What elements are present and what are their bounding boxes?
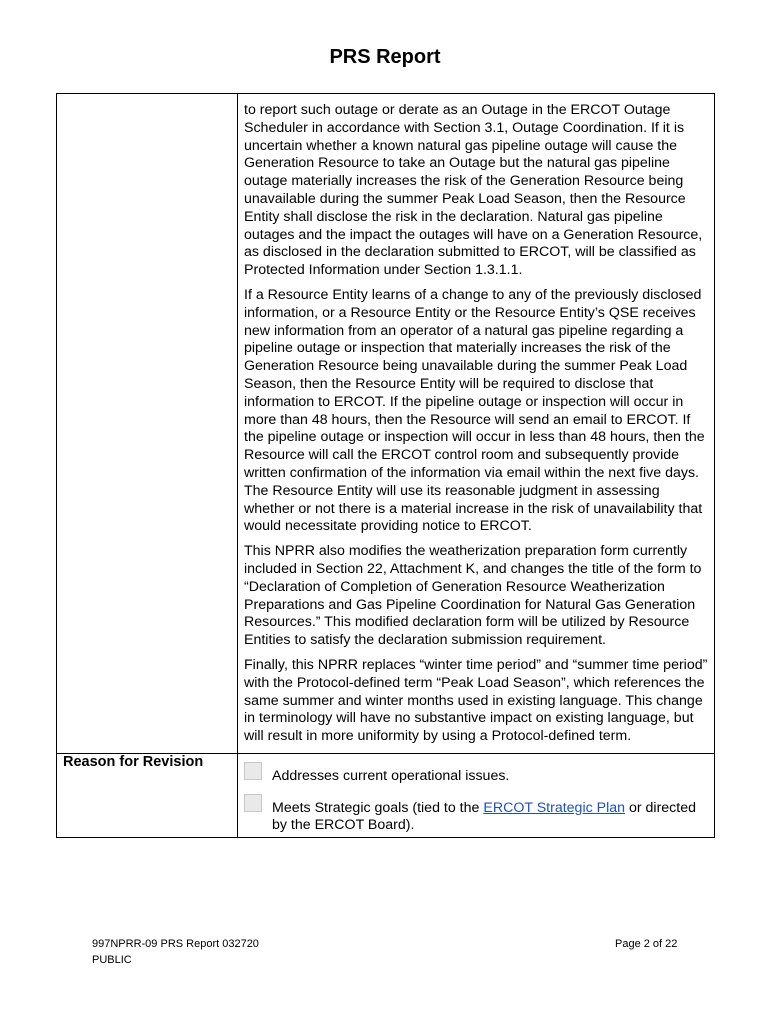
reason-option-operational (244, 760, 708, 786)
reason-text: Meets Strategic goals (tied to the (272, 799, 484, 816)
ercot-strategic-plan-link[interactable]: ERCOT Strategic Plan (483, 799, 626, 816)
table-row (57, 753, 715, 837)
paragraph: to report such outage or derate as an Outage in the ERCOT Outage Scheduler in accordance with Section 3.1, Outage Coordination. If it is uncertain whether a known natural gas pipeline outage will cause the Generation Resource to take an Outage but the natural gas pipeline outage materially increases the risk of the Generation Resource being unavailable during the summer Peak Load Season, then the Resource Entity shall disclose the risk in the declaration. Natural gas pipeline outages and the impact the outages will have on a Generation Resource, as disclosed in the declaration submitted to ERCOT, will be classified as Protected Information under Section 1.3.1.1. (244, 102, 703, 279)
reason-text: or directed by the ERCOT Board). (272, 799, 697, 834)
paragraph: If a Resource Entity learns of a change to any of the previously disclosed information, or a Resource Entity or the Resource Entity’s QSE receives new information from an operator of a natural gas pipeline regarding a pipeline outage or inspection that materially increases the risk of the Generation Resource being unavailable during the summer Peak Load Season, then the Resource Entity will be required to disclose that information to ERCOT. If the pipeline outage or inspection will occur in more than 48 hours, then the Resource will send an email to ERCOT. If the pipeline outage or inspection will occur in less than 48 hours, then the Resource will call the ERCOT control room and subsequently provide written confirmation of the information via email within the next five days. The Resource Entity will use its reasonable judgment in assessing whether or not there is a material increase in the risk of unavailability that would necessitate providing notice to ERCOT. (244, 286, 705, 535)
empty-label-cell (57, 94, 238, 754)
reason-options-cell (238, 753, 715, 837)
checkbox[interactable] (244, 794, 262, 812)
prs-table (56, 93, 715, 838)
paragraph: This NPRR also modifies the weatherization preparation form currently included in Section 22, Attachment K, and changes the title of the form to “Declaration of Completion of Generation Resource Weatherization Preparations and Gas Pipeline Coordination for Natural Gas Generation Resources.” This modified declaration form will be utilized by Resource Entities to satisfy the declaration submission requirement. (244, 543, 702, 649)
reason-option-label (272, 792, 708, 836)
footer-doc-info (92, 936, 259, 968)
page-title: PRS Report (329, 46, 441, 68)
checkbox[interactable] (244, 762, 262, 780)
table-row (57, 94, 715, 754)
paragraph: Finally, this NPRR replaces “winter time period” and “summer time period” with the Protocol-defined term “Peak Load Season”, which references the same summer and winter months used in existing language. This change in terminology will have no substantive impact on existing language, but will result in more uniformity by using a Protocol-defined term. (244, 656, 708, 745)
document-id: 997NPRR-09 PRS Report 032720 (92, 938, 259, 950)
reason-option-strategic (244, 792, 708, 836)
reason-for-revision-label: Reason for Revision (57, 753, 238, 837)
description-cell (238, 94, 715, 754)
reason-option-label: Addresses current operational issues. (272, 767, 510, 784)
page-number: Page 2 of 22 (615, 938, 678, 950)
classification-label: PUBLIC (92, 954, 132, 966)
